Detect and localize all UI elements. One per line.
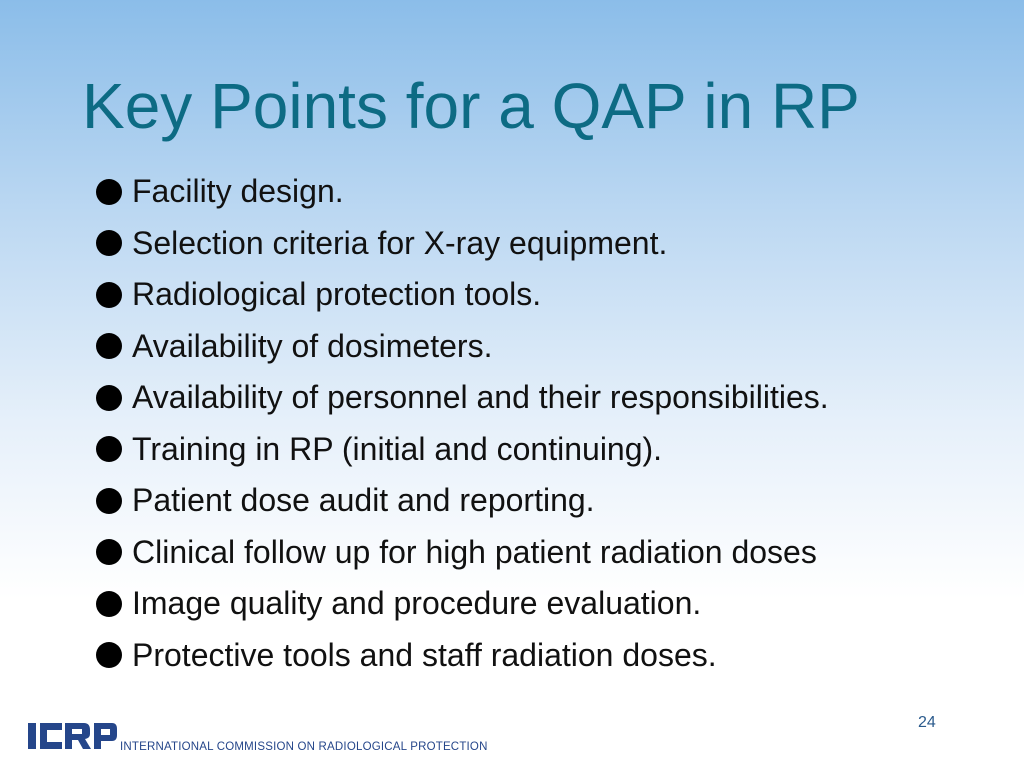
bullet-text: Clinical follow up for high patient radiation doses	[132, 533, 817, 570]
bullet-text: Selection criteria for X-ray equipment.	[132, 224, 668, 261]
bullet-icon	[96, 436, 122, 462]
bullet-icon	[96, 230, 122, 256]
bullet-icon	[96, 333, 122, 359]
slide-title: Key Points for a QAP in RP	[82, 70, 860, 142]
bullet-list	[96, 166, 829, 681]
list-item	[96, 218, 829, 270]
bullet-text: Image quality and procedure evaluation.	[132, 585, 702, 622]
bullet-icon	[96, 539, 122, 565]
bullet-text: Availability of personnel and their responsibilities.	[132, 379, 829, 416]
bullet-text: Availability of dosimeters.	[132, 327, 493, 364]
list-item	[96, 475, 829, 527]
bullet-text: Training in RP (initial and continuing).	[132, 430, 663, 467]
list-item	[96, 424, 829, 476]
bullet-text: Protective tools and staff radiation doses.	[132, 636, 717, 673]
bullet-icon	[96, 591, 122, 617]
list-item	[96, 630, 829, 682]
icrp-logo	[28, 722, 118, 750]
bullet-text: Radiological protection tools.	[132, 276, 542, 313]
bullet-text: Facility design.	[132, 173, 344, 210]
bullet-icon	[96, 488, 122, 514]
bullet-icon	[96, 642, 122, 668]
bullet-icon	[96, 385, 122, 411]
organization-name: INTERNATIONAL COMMISSION ON RADIOLOGICAL PROTECTION	[120, 741, 488, 753]
list-item	[96, 269, 829, 321]
bullet-icon	[96, 282, 122, 308]
bullet-text: Patient dose audit and reporting.	[132, 482, 595, 519]
page-number: 24	[918, 714, 936, 731]
list-item	[96, 578, 829, 630]
list-item	[96, 527, 829, 579]
list-item	[96, 166, 829, 218]
list-item	[96, 372, 829, 424]
list-item	[96, 321, 829, 373]
bullet-icon	[96, 179, 122, 205]
